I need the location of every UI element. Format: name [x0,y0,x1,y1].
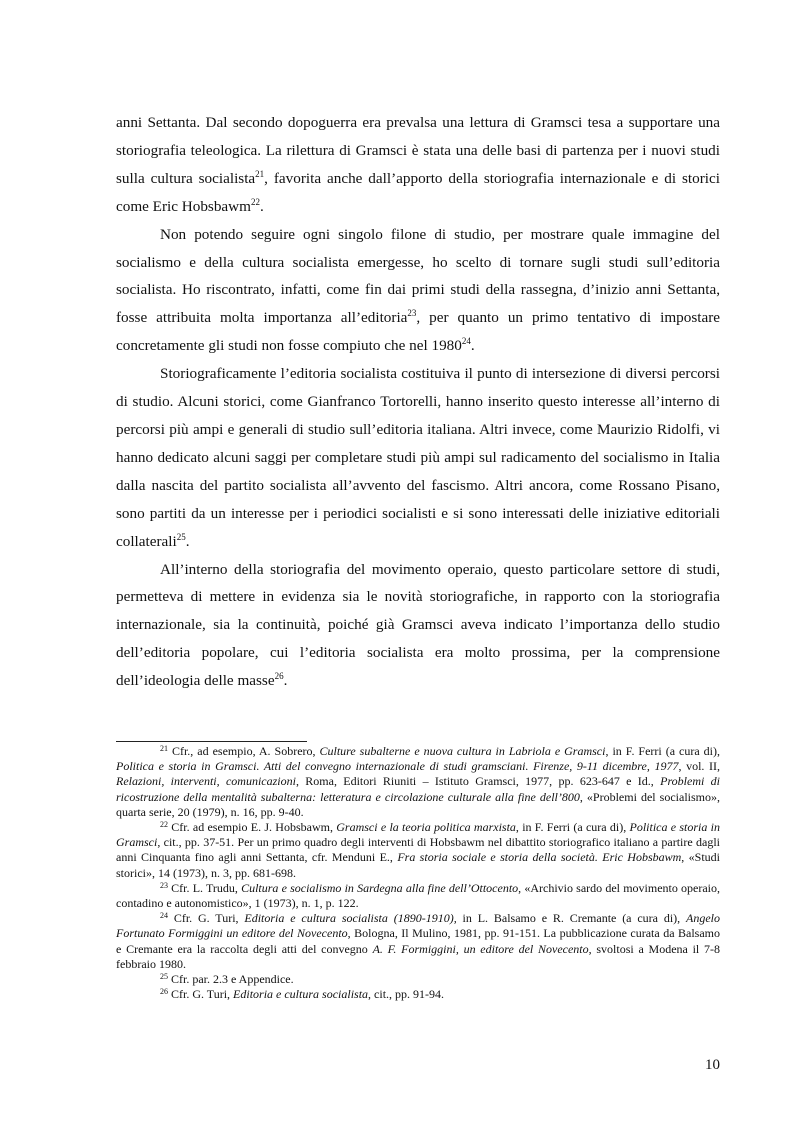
text-run: , «Archivio sardo del movimento operaio, contadino e autonomistico», 1 (1973), n. 1, p. 122. [116,880,721,911]
text-run: , Roma, Editori Riuniti – Istituto Gramsci, 1977, pp. 623-647 e Id., [295,774,661,789]
italic-title: Gramsci e la teoria politica marxista [336,820,516,835]
footnote-reference: 22 [250,196,260,207]
body-text [116,109,720,695]
text-run: . [259,197,264,215]
italic-title: A. F. Formiggini, un editore del Novecento [372,941,589,956]
text-run: , per quanto un primo tentativo di impostare concretamente gli studi non fosse compiuto che nel 1980 [116,309,720,355]
text-run: . [185,532,190,550]
text-run: Cfr. G. Turi, [168,987,234,1002]
text-run: Cfr. L. Trudu, [168,880,242,895]
footnote-number: 23 [160,880,168,890]
paragraph [116,109,720,221]
italic-title: Culture subalterne e nuova cultura in Labriola e Gramsci [319,744,606,758]
italic-title: Politica e storia in Gramsci [116,820,720,850]
footnote-number: 22 [160,820,168,830]
footnote [116,972,720,987]
text-run: . [283,672,288,690]
footnotes [116,744,720,1002]
text-run: Cfr. G. Turi, [168,911,245,926]
italic-title: Politica e storia in Gramsci. Atti del convegno internazionale di studi gramsciani. Firenze, 9-11 dicembre, 1977 [116,759,679,774]
italic-title: Editoria e cultura socialista (1890-1910), [244,911,457,926]
footnote-reference: 25 [176,531,186,542]
text-run: Cfr., ad esempio, A. Sobrero, [168,744,320,758]
footnote [116,911,720,972]
italic-title: Editoria e cultura socialista [233,987,369,1002]
italic-title: Relazioni, interventi, comunicazioni [116,774,296,789]
footnote-reference: 24 [461,336,471,347]
text-run: , svoltosi a Modena il 7-8 febbraio 1980. [116,941,720,971]
footnote [116,881,720,911]
text-run: , vol. II, [678,759,721,774]
footnote-reference: 21 [255,168,265,179]
text-run: anni Settanta. Dal secondo dopoguerra era prevalsa una lettura di Gramsci tesa a supportare una storiografia teleologica. La rilettura di Gramsci è stata una delle basi di partenza per i nuovi studi sulla cultura socialista [116,114,720,187]
paragraph [116,360,720,555]
paragraph [116,221,720,361]
text-run: , «Problemi del socialismo», quarta serie, 20 (1979), n. 16, pp. 9-40. [116,789,720,819]
footnote [116,744,720,820]
footnote-reference: 23 [407,308,417,319]
footnote [116,987,720,1002]
text-run: , Bologna, Il Mulino, 1981, pp. 91-151. La pubblicazione curata da Balsamo e Cremante era la raccolta degli atti del convegno [116,926,721,956]
italic-title: Angelo Fortunato Formiggini un editore del Novecento [116,911,720,941]
page-number: 10 [705,1057,720,1073]
footnote-number: 25 [160,972,168,982]
footnote-number: 21 [160,744,168,753]
footnote-number: 26 [160,987,168,997]
italic-title: Cultura e socialismo in Sardegna alla fine dell’Ottocento [241,880,519,895]
footnote-separator [116,741,307,742]
paragraph [116,556,720,696]
text-run: Storiograficamente l’editoria socialista costituiva il punto di intersezione di diversi percorsi di studio. Alcuni storici, come Gianfranco Tortorelli, hanno inserito questo interesse all’interno di percorsi più ampi e generali di studio sull’editoria italiana. Altri invece, come Maurizio Ridolfi, vi hanno dedicato alcuni saggi per completare studi più ampi sul radicamento del socialismo in Italia dalla nascita del partito socialista all’avvento del fascismo. Altri ancora, come Rossano Pisano, sono partiti da un interesse per i periodici socialisti e si sono interessati delle iniziative editoriali collaterali [116,365,720,550]
footnote-reference: 26 [274,671,284,682]
text-run: Cfr. par. 2.3 e Appendice. [168,972,294,987]
text-run: , favorita anche dall’apporto della storiografia internazionale e di storici come Eric Hobsbawm [116,169,720,215]
main-text [116,109,720,695]
footnote-number: 24 [160,911,168,921]
text-run: Cfr. ad esempio E. J. Hobsbawm, [168,820,337,835]
text-run: Non potendo seguire ogni singolo filone di studio, per mostrare quale immagine del socialismo e della cultura socialista emergesse, ho scelto di tornare sugli studi sull’editoria socialista. Ho riscontrato, infatti, come fin dai primi studi della rassegna, d’inizio anni Settanta, fosse attribuita molta importanza all’editoria [116,225,720,327]
footnote [116,820,720,881]
text-run: in L. Balsamo e R. Cremante (a cura di), [456,911,686,926]
text-run: . [470,337,475,355]
text-run: , cit., pp. 37-51. Per un primo quadro degli interventi di Hobsbawm nel dibattito storiografico italiano a partire dagli anni Cinquanta fino agli anni Settanta, cfr. Menduni E., [116,835,720,865]
text-run: , in F. Ferri (a cura di), [605,744,720,758]
text-run: , «Studi storici», 14 (1973), n. 3, pp. 681-698. [116,850,720,880]
text-run: , in F. Ferri (a cura di), [515,820,630,835]
text-run: All’interno della storiografia del movimento operaio, questo particolare settore di studi, permetteva di mettere in evidenza sia le novità storiografiche, in rapporto con la storiografia internazionale, sia la continuità, poiché già Gramsci aveva indicato l’importanza dello studio dell’editoria popolare, cui l’editoria socialista era molto prossima, per la comprensione dell’ideologia delle masse [116,560,720,690]
italic-title: Problemi di ricostruzione della mentalità subalterna: letteratura e circolazione culturale alla fine dell’800 [116,774,720,804]
italic-title: Fra storia sociale e storia della società. Eric Hobsbawm [397,850,682,865]
text-run: , cit., pp. 91-94. [368,987,445,1002]
